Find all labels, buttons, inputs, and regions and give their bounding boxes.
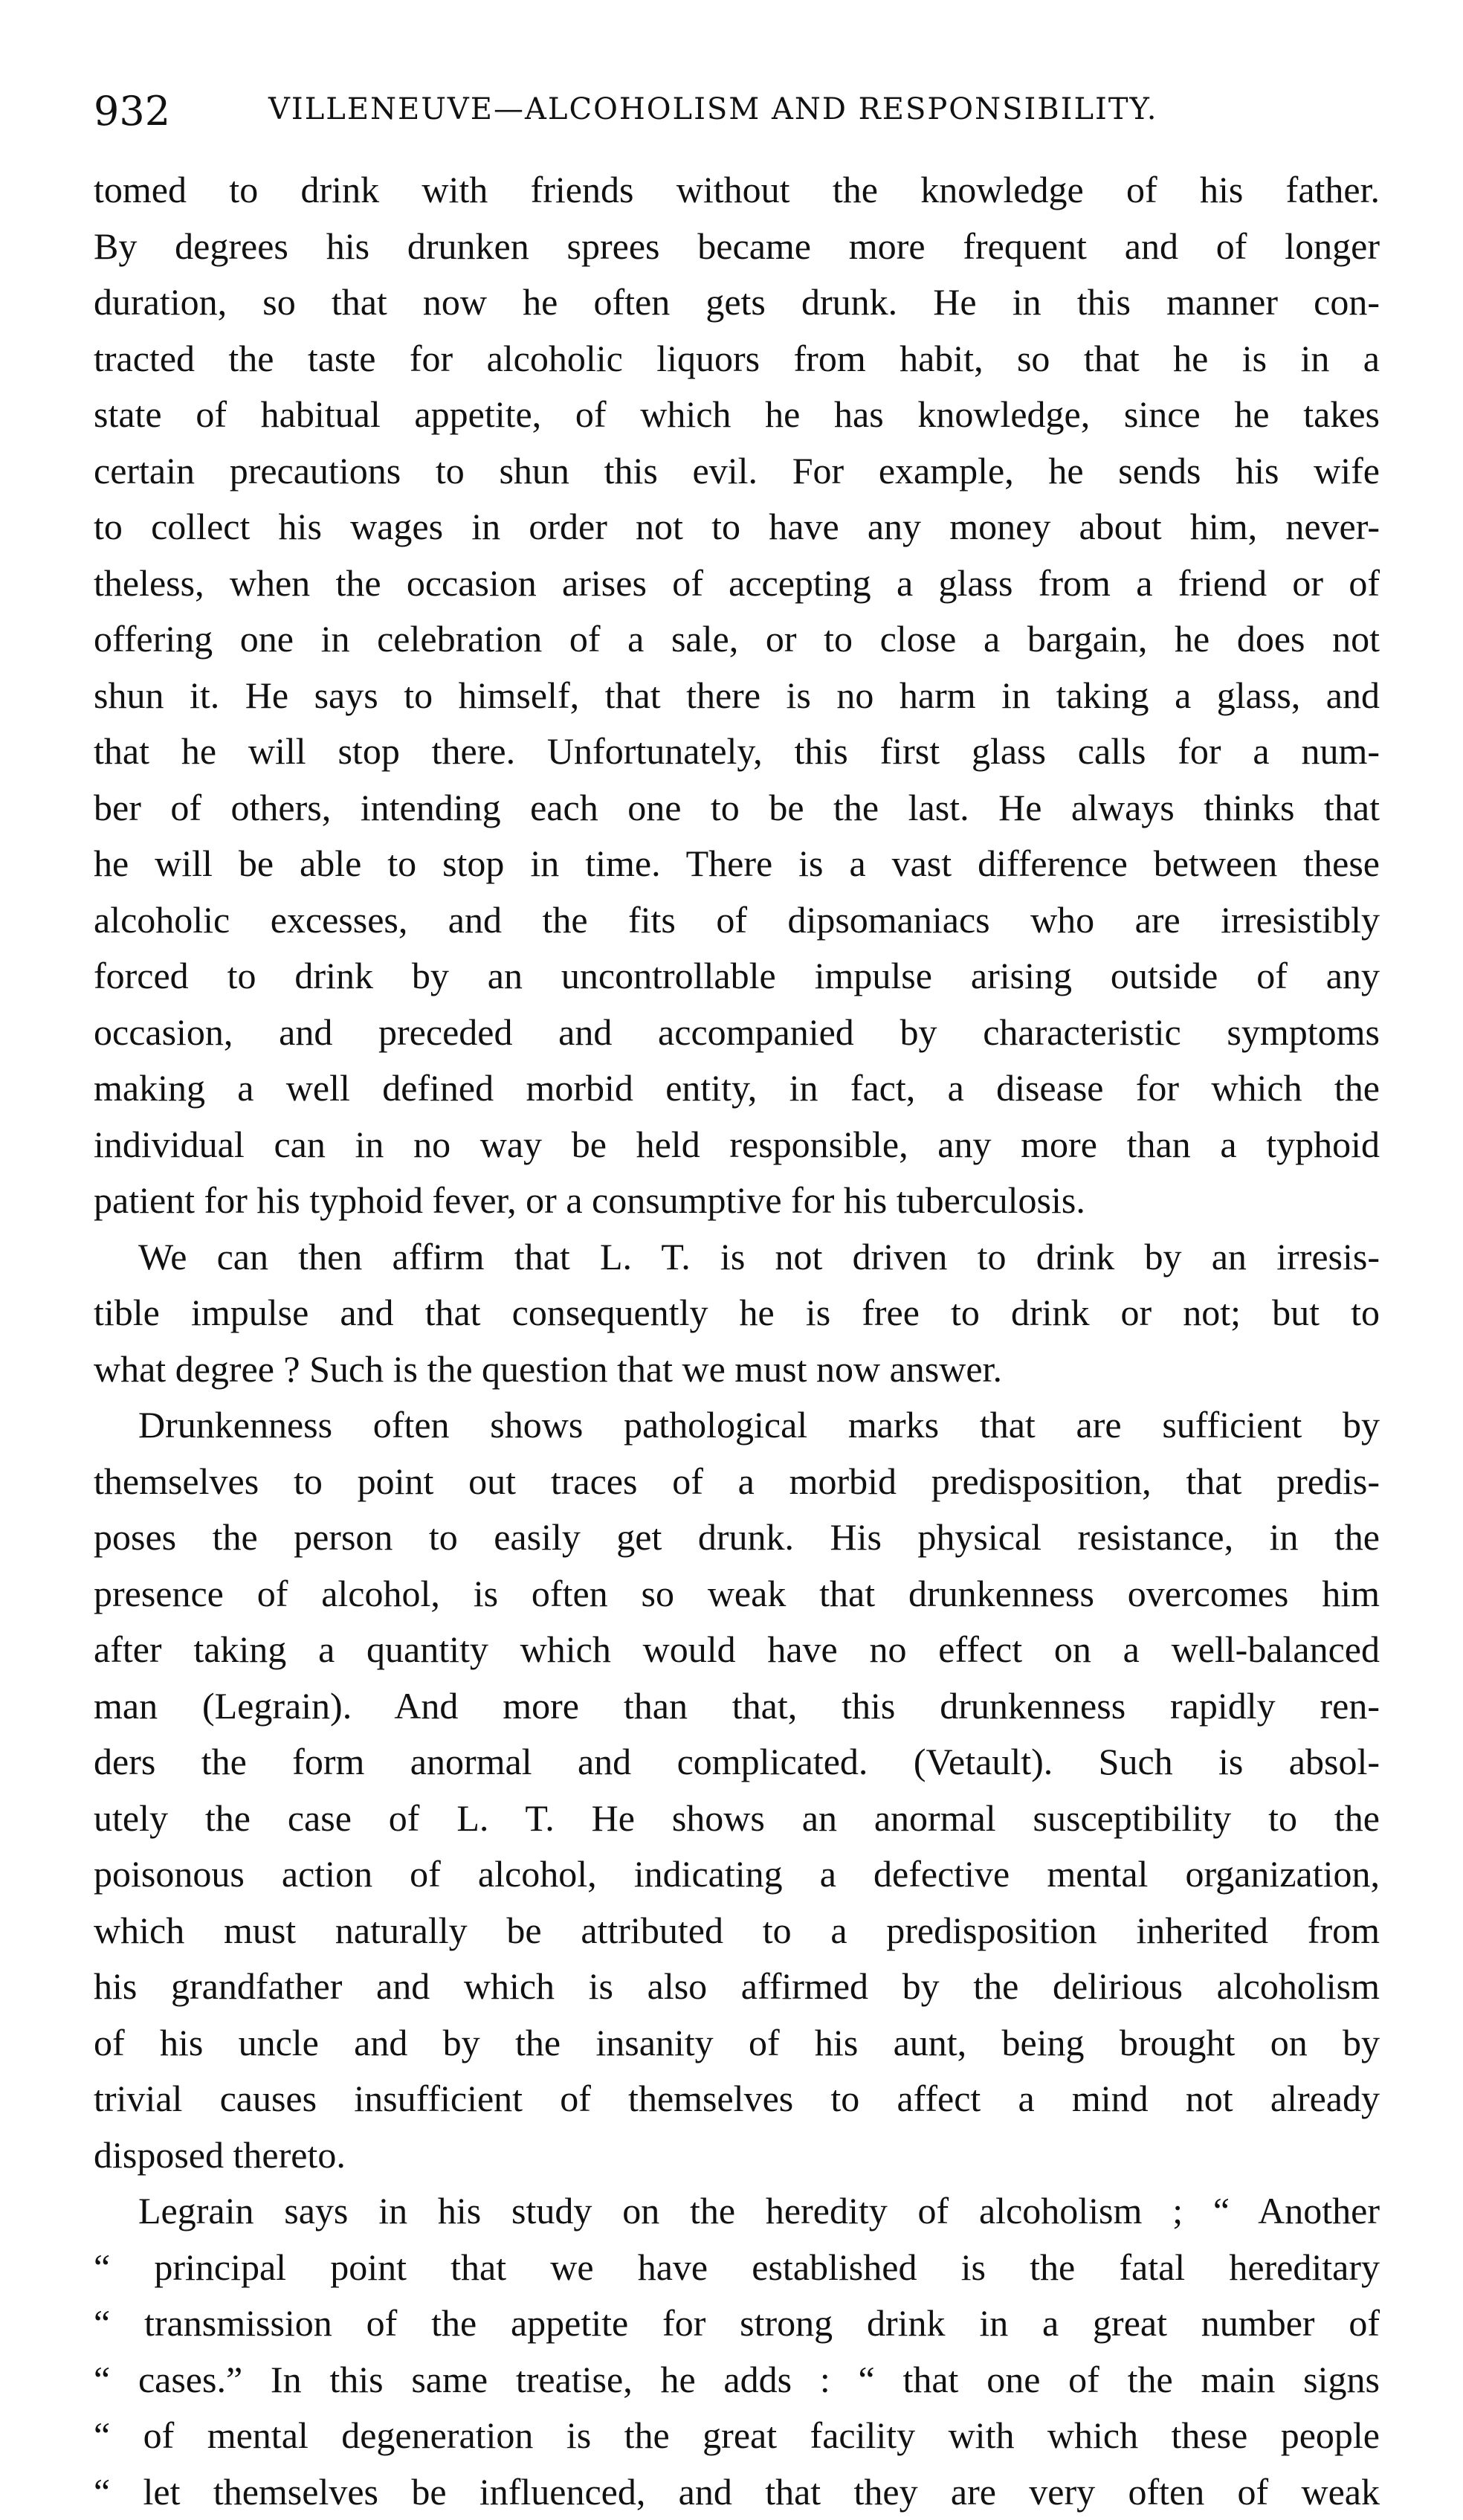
text-line: alcoholic excesses, and the fits of dipsomaniacs who are irresistibly (94, 892, 1380, 949)
text-line: ber of others, intending each one to be the last. He always thinks that (94, 780, 1380, 837)
text-line: “ cases.” In this same treatise, he adds : “ that one of the main signs (94, 2352, 1380, 2408)
text-line: his grandfather and which is also affirmed by the delirious alcoholism (94, 1959, 1380, 2015)
body-text (94, 162, 1380, 2520)
text-line: “ let themselves be influenced, and that they are very often of weak (94, 2464, 1380, 2520)
text-line: tible impulse and that consequently he is free to drink or not; but to (94, 1285, 1380, 1341)
text-line: duration, so that now he often gets drunk. He in this manner con- (94, 274, 1380, 331)
text-line: utely the case of L. T. He shows an anormal susceptibility to the (94, 1791, 1380, 1847)
text-line: By degrees his drunken sprees became more frequent and of longer (94, 219, 1380, 275)
running-title: VILLENEUVE—ALCOHOLISM AND RESPONSIBILITY. (268, 92, 1157, 126)
text-line: occasion, and preceded and accompanied by characteristic symptoms (94, 1005, 1380, 1061)
text-line: trivial causes insufficient of themselves to affect a mind not already (94, 2071, 1380, 2127)
text-line: tracted the taste for alcoholic liquors from habit, so that he is in a (94, 331, 1380, 387)
text-line: of his uncle and by the insanity of his aunt, being brought on by (94, 2015, 1380, 2072)
text-line: state of habitual appetite, of which he has knowledge, since he takes (94, 387, 1380, 443)
text-line: presence of alcohol, is often so weak that drunkenness overcomes him (94, 1566, 1380, 1622)
text-line: that he will stop there. Unfortunately, this first glass calls for a num- (94, 724, 1380, 780)
text-line: shun it. He says to himself, that there is no harm in taking a glass, and (94, 668, 1380, 724)
text-line: “ principal point that we have established is the fatal hereditary (94, 2240, 1380, 2296)
text-line: he will be able to stop in time. There is a vast difference between these (94, 836, 1380, 892)
text-line: what degree ? Such is the question that we must now answer. (94, 1341, 1380, 1398)
text-line: theless, when the occasion arises of accepting a glass from a friend or of (94, 555, 1380, 612)
text-line: patient for his typhoid fever, or a consumptive for his tuberculosis. (94, 1173, 1380, 1229)
text-line: Legrain says in his study on the heredity of alcoholism ; “ Another (94, 2183, 1380, 2240)
text-line: disposed thereto. (94, 2127, 1380, 2184)
page-header (94, 88, 1380, 140)
text-line: certain precautions to shun this evil. For example, he sends his wife (94, 443, 1380, 500)
text-line: tomed to drink with friends without the knowledge of his father. (94, 162, 1380, 219)
text-line: Drunkenness often shows pathological marks that are sufficient by (94, 1397, 1380, 1454)
text-line: We can then affirm that L. T. is not driven to drink by an irresis- (94, 1229, 1380, 1286)
text-line: making a well defined morbid entity, in fact, a disease for which the (94, 1060, 1380, 1117)
text-line: forced to drink by an uncontrollable impulse arising outside of any (94, 948, 1380, 1005)
text-line: poisonous action of alcohol, indicating a defective mental organization, (94, 1846, 1380, 1903)
text-line: offering one in celebration of a sale, or to close a bargain, he does not (94, 611, 1380, 668)
text-line: poses the person to easily get drunk. His physical resistance, in the (94, 1509, 1380, 1566)
text-line: man (Legrain). And more than that, this drunkenness rapidly ren- (94, 1678, 1380, 1735)
text-line: after taking a quantity which would have no effect on a well-balanced (94, 1622, 1380, 1678)
page-number: 932 (94, 88, 170, 135)
text-line: themselves to point out traces of a morbid predisposition, that predis- (94, 1454, 1380, 1510)
text-line: which must naturally be attributed to a predisposition inherited from (94, 1903, 1380, 1959)
text-line: “ transmission of the appetite for strong drink in a great number of (94, 2295, 1380, 2352)
text-line: to collect his wages in order not to have any money about him, never- (94, 499, 1380, 555)
text-line: “ of mental degeneration is the great facility with which these people (94, 2408, 1380, 2464)
text-line: ders the form anormal and complicated. (Vetault). Such is absol- (94, 1734, 1380, 1791)
text-line: individual can in no way be held responsible, any more than a typhoid (94, 1117, 1380, 1173)
